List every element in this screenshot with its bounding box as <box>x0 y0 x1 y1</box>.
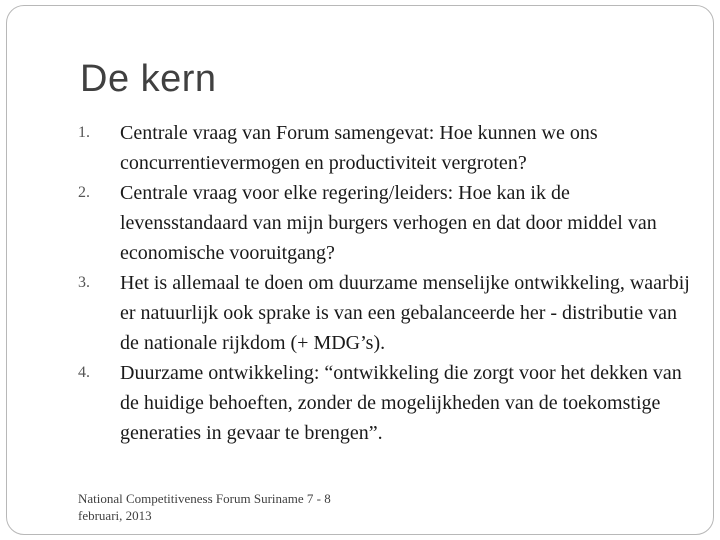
list-item <box>78 178 698 268</box>
list-item-text: Centrale vraag voor elke regering/leiders: Hoe kan ik de levensstandaard van mijn burgers verhogen en dat door middel van economische vooruitgang? <box>120 182 657 264</box>
list-item-text: Centrale vraag van Forum samengevat: Hoe kunnen we ons concurrentievermogen en productiviteit vergroten? <box>120 122 598 174</box>
slide-title: De kern <box>80 58 217 100</box>
list-item-text: Het is allemaal te doen om duurzame menselijke ontwikkeling, waarbij er natuurlijk ook sprake is van een gebalanceerde her - distributie van de nationale rijkdom (+ MDG’s). <box>120 272 690 354</box>
list-number: 3. <box>78 274 90 291</box>
slide-footer: National Competitiveness Forum Suriname 7 - 8 februari, 2013 <box>78 491 331 523</box>
list-item <box>78 358 698 448</box>
list-number: 2. <box>78 184 90 201</box>
numbered-list <box>78 118 698 448</box>
list-number: 4. <box>78 364 90 381</box>
list-item <box>78 268 698 358</box>
list-number: 1. <box>78 124 90 141</box>
list-item-text: Duurzame ontwikkeling: “ontwikkeling die zorgt voor het dekken van de huidige behoeften, zonder de mogelijkheden van de toekomstige generaties in gevaar te brengen”. <box>120 362 682 444</box>
list-item <box>78 118 698 178</box>
